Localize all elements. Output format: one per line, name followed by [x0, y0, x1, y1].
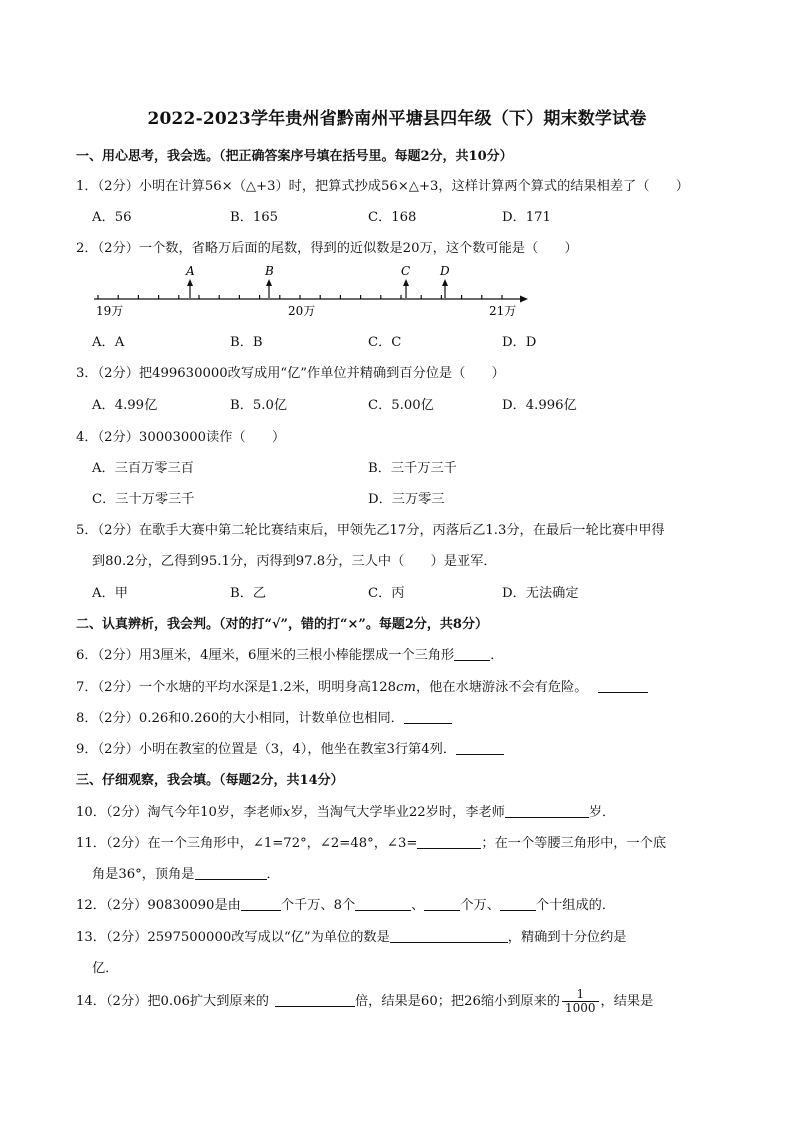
page-title: 2022-2023学年贵州省黔南州平塘县四年级（下）期末数学试卷	[147, 109, 647, 129]
point-b-label: B	[265, 264, 274, 278]
number-line-ticks	[98, 295, 502, 299]
option-c: C．C	[368, 335, 402, 350]
point-d-label: D	[440, 264, 450, 278]
point-b-marker	[266, 279, 272, 298]
question-5-line1: 5．（2分）在歌手大赛中第二轮比赛结束后，甲领先乙17分，丙落后乙1.3分，在最后一轮比赛中甲得	[76, 523, 665, 538]
option-b: B．三千万三千	[368, 461, 457, 476]
section-3-heading: 三、仔细观察，我会填。（每题2分，共14分）	[76, 773, 344, 788]
question-12: 12．（2分）90830090是由 个千万、8个 、 个万、 个十组成的．	[76, 898, 616, 913]
option-c: C．5.00亿	[368, 398, 434, 413]
point-c-marker	[403, 279, 409, 298]
answer-blank[interactable]	[505, 804, 589, 818]
answer-blank[interactable]	[355, 897, 411, 911]
option-d: D．无法确定	[502, 586, 579, 601]
option-b: B．乙	[230, 586, 267, 601]
option-c: C．168	[368, 210, 417, 225]
question-1: 1．（2分）小明在计算56×（△+3）时，把算式抄成56×△+3，这样计算两个算式的结果相差了（ ）	[76, 179, 689, 194]
question-3: 3．（2分）把499630000改写成用“亿”作单位并精确到百分位是（ ）	[76, 366, 505, 381]
option-a: A．三百万零三百	[92, 461, 194, 476]
option-b: B．5.0亿	[230, 398, 288, 413]
option-b: B．B	[230, 335, 263, 350]
question-5-line2: 到80.2分，乙得到95.1分，丙得到97.8分，三人中（ ）是亚军．	[92, 554, 497, 569]
option-c: C．三十万零三千	[92, 492, 195, 507]
option-b: B．165	[230, 210, 279, 225]
point-d-marker	[442, 279, 448, 298]
question-7: 7．（2分）一个水塘的平均水深是1.2米，明明身高128cm，他在水塘游泳不会有危险。	[76, 676, 648, 695]
answer-blank[interactable]	[454, 647, 490, 661]
question-6: 6．（2分）用3厘米，4厘米，6厘米的三根小棒能摆成一个三角形 ．	[76, 648, 504, 663]
question-14: 14．（2分）把0.06扩大到原来的 倍，结果是60；把26缩小到原来的 $\frac{1}{1000}$ ，结果是	[76, 987, 654, 1015]
answer-blank[interactable]	[195, 866, 267, 880]
answer-blank[interactable]	[424, 897, 460, 911]
point-a-label: A	[186, 264, 195, 278]
number-line-figure	[88, 264, 528, 320]
answer-blank[interactable]	[598, 679, 648, 693]
question-8: 8．（2分）0.26和0.260的大小相同，计数单位也相同．	[76, 707, 452, 726]
question-4: 4．（2分）30003000读作（ ）	[76, 430, 286, 445]
answer-blank[interactable]	[390, 929, 508, 943]
question-10: 10．（2分）淘气今年10岁，李老师x岁，当淘气大学毕业22岁时，李老师 岁．	[76, 805, 616, 820]
section-2-heading: 二、认真辨析，我会判。（对的打“√”，错的打“×”。每题2分，共8分）	[76, 617, 488, 632]
question-13-line2: 亿．	[92, 961, 119, 976]
axis-arrow	[520, 296, 528, 303]
tick-label-21wan: 21万	[489, 304, 517, 318]
answer-blank[interactable]	[241, 897, 281, 911]
answer-blank[interactable]	[500, 897, 536, 911]
question-11-line1: 11．（2分）在一个三角形中，∠1=72°，∠2=48°，∠3= ；在一个等腰三角形中，一个底	[76, 836, 667, 851]
option-c: C．丙	[368, 586, 405, 601]
option-a: A．A	[92, 335, 125, 350]
option-d: D．4.996亿	[502, 398, 577, 413]
point-a-marker	[187, 279, 193, 298]
point-c-label: C	[401, 264, 411, 278]
option-a: A．56	[92, 210, 132, 225]
answer-blank[interactable]	[275, 993, 355, 1007]
option-d: D．三万零三	[368, 492, 445, 507]
question-9: 9．（2分）小明在教室的位置是（3，4），他坐在教室3行第4列．	[76, 738, 504, 757]
option-d: D．171	[502, 210, 551, 225]
answer-blank[interactable]	[456, 741, 504, 755]
section-1-heading: 一、用心思考，我会选。（把正确答案序号填在括号里。每题2分，共10分）	[76, 149, 513, 164]
answer-blank[interactable]	[404, 710, 452, 724]
fraction-one-thousandth: $\frac{1}{1000}$	[562, 988, 599, 1015]
option-a: A．4.99亿	[92, 398, 158, 413]
option-d: D．D	[502, 335, 537, 350]
question-11-line2: 角是36°，顶角是 ．	[92, 867, 280, 882]
question-2: 2．（2分）一个数，省略万后面的尾数，得到的近似数是20万，这个数可能是（ ）	[76, 241, 578, 256]
question-13-line1: 13．（2分）2597500000改写成以“亿”为单位的数是 ，精确到十分位约是	[76, 930, 627, 945]
answer-blank[interactable]	[417, 835, 481, 849]
option-a: A．甲	[92, 586, 128, 601]
tick-label-19wan: 19万	[96, 304, 124, 318]
tick-label-20wan: 20万	[288, 304, 316, 318]
